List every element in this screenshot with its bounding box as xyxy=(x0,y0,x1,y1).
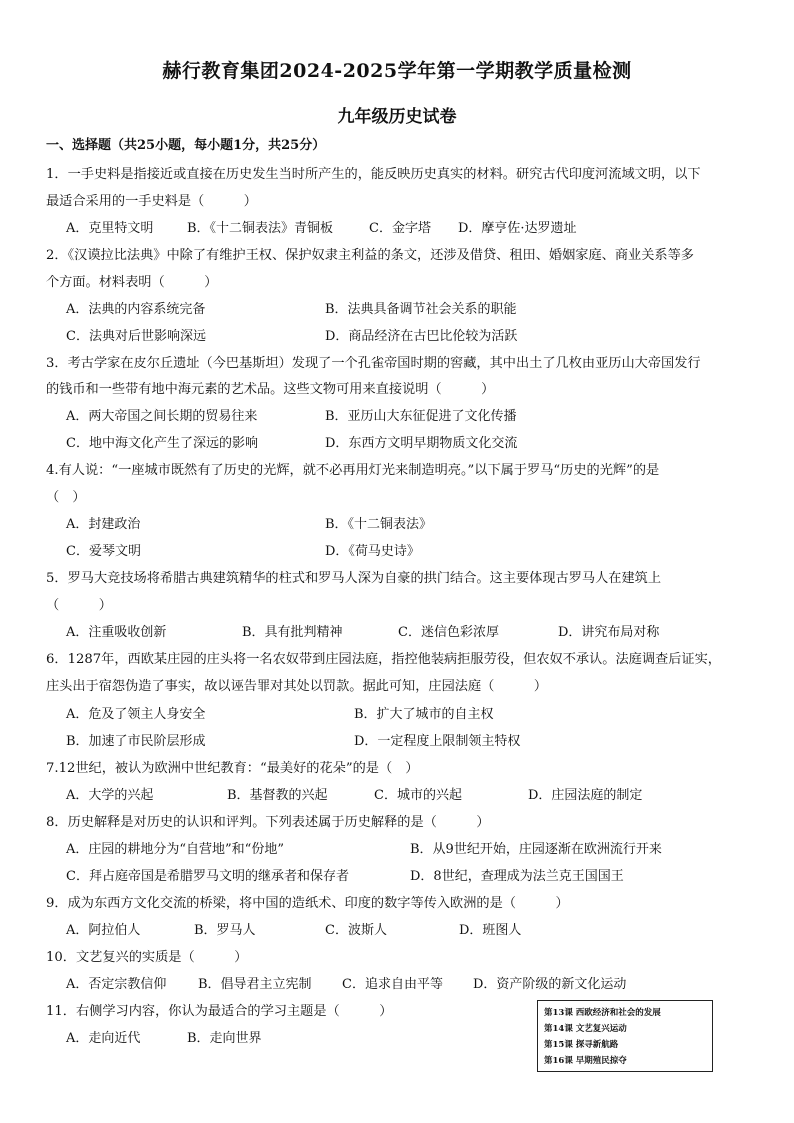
q3-option-a: A．两大帝国之间长期的贸易往来 xyxy=(66,409,258,424)
q11-option-a: A．走向近代 xyxy=(66,1031,141,1046)
question-11-line-1: 11．右侧学习内容，你认为最适合的学习主题是（ ） xyxy=(46,1004,393,1019)
q4-option-a: A．封建政治 xyxy=(66,517,141,532)
q3-option-b: B．亚历山大东征促进了文化传播 xyxy=(325,409,517,424)
q9-option-c: C．波斯人 xyxy=(325,923,387,938)
question-7-line-1: 7.12世纪，被认为欧洲中世纪教育：“最美好的花朵”的是（ ） xyxy=(46,761,419,776)
q2-option-c: C．法典对后世影响深远 xyxy=(66,329,206,344)
question-4-line-2: （ ） xyxy=(46,490,86,505)
q7-option-c: C．城市的兴起 xyxy=(374,788,462,803)
q6-option-d: D．一定程度上限制领主特权 xyxy=(354,734,521,749)
q5-option-c: C．迷信色彩浓厚 xyxy=(398,625,499,640)
question-3-line-2: 的钱币和一些带有地中海元素的艺术品。这些文物可用来直接说明（ ） xyxy=(46,382,495,397)
q3-option-c: C．地中海文化产生了深远的影响 xyxy=(66,436,258,451)
question-1-line-2: 最适合采用的一手史料是（ ） xyxy=(46,194,257,209)
q7-option-b: B．基督教的兴起 xyxy=(227,788,328,803)
q7-option-a: A．大学的兴起 xyxy=(66,788,154,803)
question-4-line-1: 4.有人说：“一座城市既然有了历史的光辉，就不必再用灯光来制造明亮。”以下属于罗马“历史的光辉”的是 xyxy=(46,463,660,478)
q10-option-d: D．资产阶级的新文化运动 xyxy=(473,977,627,992)
q5-option-b: B．具有批判精神 xyxy=(242,625,343,640)
q8-option-b: B．从9世纪开始，庄园逐渐在欧洲流行开来 xyxy=(410,842,662,857)
lesson-item: 第16课 早期殖民掠夺 xyxy=(544,1056,627,1066)
q8-option-a: A．庄园的耕地分为“自营地”和“份地” xyxy=(66,842,284,857)
q11-option-b: B．走向世界 xyxy=(187,1031,262,1046)
q4-option-c: C．爱琴文明 xyxy=(66,544,141,559)
lesson-list-box xyxy=(537,1000,713,1072)
exam-subtitle: 九年级历史试卷 xyxy=(337,107,457,127)
lesson-item: 第15课 探寻新航路 xyxy=(544,1040,619,1050)
q10-option-c: C．追求自由平等 xyxy=(342,977,443,992)
q9-option-b: B．罗马人 xyxy=(194,923,256,938)
section-heading: 一、选择题（共25小题，每小题1分，共25分） xyxy=(46,138,326,153)
q10-option-a: A．否定宗教信仰 xyxy=(66,977,167,992)
q9-option-a: A．阿拉伯人 xyxy=(66,923,141,938)
q8-option-c: C．拜占庭帝国是希腊罗马文明的继承者和保存者 xyxy=(66,869,349,884)
question-2-line-1: 2．《汉谟拉比法典》中除了有维护王权、保护奴隶主利益的条文，还涉及借贷、租田、婚姻家庭、商业关系等多 xyxy=(46,248,694,263)
q1-option-d: D．摩亨佐·达罗遗址 xyxy=(458,221,577,236)
question-3-line-1: 3．考古学家在皮尔丘遗址（今巴基斯坦）发现了一个孔雀帝国时期的窖藏，其中出土了几枚由亚历山大帝国发行 xyxy=(46,356,701,371)
question-5-line-2: （ ） xyxy=(46,598,112,613)
q4-option-d: D．《荷马史诗》 xyxy=(325,544,420,559)
q5-option-d: D．讲究布局对称 xyxy=(558,625,660,640)
question-2-line-2: 个方面。材料表明（ ） xyxy=(46,275,218,290)
exam-title: 赫行教育集团2024-2025学年第一学期教学质量检测 xyxy=(162,60,632,82)
q6-option-c: B．加速了市民阶层形成 xyxy=(66,734,206,749)
question-6-line-2: 庄头出于宿怨伪造了事实，故以诬告罪对其处以罚款。据此可知，庄园法庭（ ） xyxy=(46,679,548,694)
q9-option-d: D．班图人 xyxy=(459,923,522,938)
q8-option-d: D．8世纪，查理成为法兰克王国国王 xyxy=(410,869,624,884)
lesson-item: 第13课 西欧经济和社会的发展 xyxy=(544,1008,661,1018)
question-10-line-1: 10．文艺复兴的实质是（ ） xyxy=(46,950,248,965)
q6-option-a: A．危及了领主人身安全 xyxy=(66,707,206,722)
q6-option-b: B．扩大了城市的自主权 xyxy=(354,707,494,722)
q1-option-c: C．金字塔 xyxy=(369,221,431,236)
question-9-line-1: 9．成为东西方文化交流的桥梁，将中国的造纸术、印度的数字等传入欧洲的是（ ） xyxy=(46,896,569,911)
q7-option-d: D．庄园法庭的制定 xyxy=(528,788,643,803)
question-8-line-1: 8．历史解释是对历史的认识和评判。下列表述属于历史解释的是（ ） xyxy=(46,815,490,830)
q2-option-d: D．商品经济在古巴比伦较为活跃 xyxy=(325,329,518,344)
q5-option-a: A．注重吸收创新 xyxy=(66,625,167,640)
q4-option-b: B．《十二铜表法》 xyxy=(325,517,433,532)
lesson-item: 第14课 文艺复兴运动 xyxy=(544,1024,627,1034)
q10-option-b: B．倡导君主立宪制 xyxy=(198,977,312,992)
question-6-line-1: 6．1287年，西欧某庄园的庄头将一名农奴带到庄园法庭，指控他装病拒服劳役，但农奴不承认。法庭调查后证实， xyxy=(46,652,721,667)
q2-option-a: A．法典的内容系统完备 xyxy=(66,302,206,317)
question-1-line-1: 1．一手史料是指接近或直接在历史发生当时所产生的，能反映历史真实的材料。研究古代印度河流域文明，以下 xyxy=(46,167,701,182)
q1-option-a: A．克里特文明 xyxy=(66,221,154,236)
q1-option-b: B．《十二铜表法》青铜板 xyxy=(187,221,334,236)
q3-option-d: D．东西方文明早期物质文化交流 xyxy=(325,436,518,451)
q2-option-b: B．法典具备调节社会关系的职能 xyxy=(325,302,517,317)
question-5-line-1: 5．罗马大竞技场将希腊古典建筑精华的柱式和罗马人深为自豪的拱门结合。这主要体现古罗马人在建筑上 xyxy=(46,571,662,586)
